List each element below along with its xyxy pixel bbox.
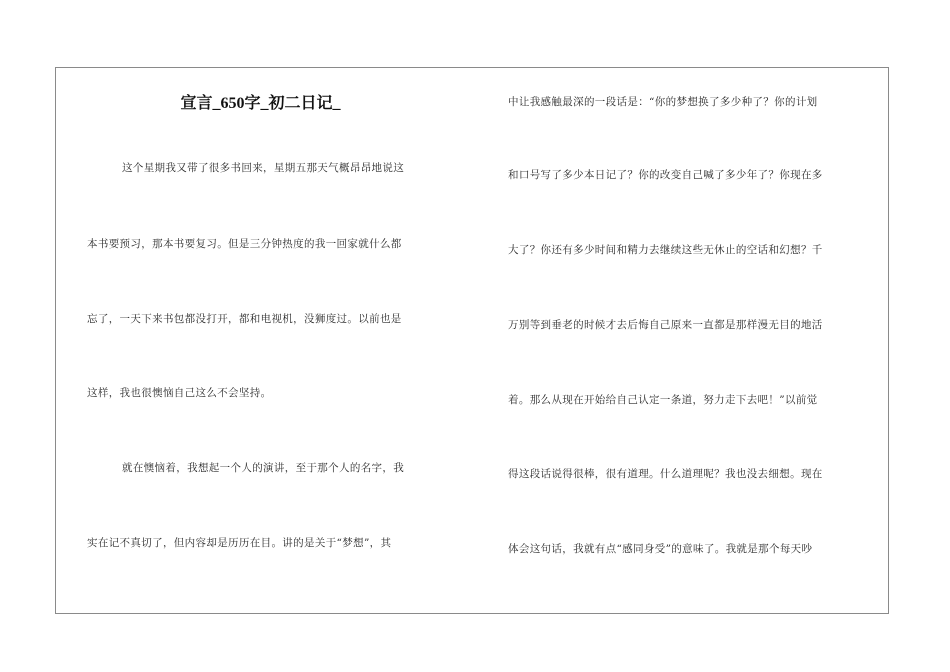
left-line-1: 这个星期我又带了很多书回来，星期五那天气概昂昂地说这 [122, 162, 405, 174]
right-line-1: 中让我感触最深的一段话是：“你的梦想换了多少种了？你的计划 [508, 96, 818, 108]
left-line-2: 本书要预习，那本书要复习。但是三分钟热度的我一回家就什么都 [87, 238, 402, 250]
right-line-2: 和口号写了多少本日记了？你的改变自己喊了多少年了？你现在多 [508, 169, 823, 181]
right-line-6: 得这段话说得很棒，很有道理。什么道理呢？我也没去细想。现在 [508, 468, 823, 480]
document-title: 宣言_650字_初二日记_ [180, 95, 341, 112]
left-line-6: 实在记不真切了，但内容却是历历在目。讲的是关于“梦想”，其 [87, 537, 392, 549]
right-line-3: 大了？你还有多少时间和精力去继续这些无休止的空话和幻想？千 [508, 244, 823, 256]
right-line-4: 万别等到垂老的时候才去后悔自己原来一直都是那样漫无目的地活 [508, 319, 823, 331]
left-line-4: 这样，我也很懊恼自己这么不会坚持。 [87, 387, 272, 399]
right-line-7: 体会这句话，我就有点“感同身受”的意味了。我就是那个每天吵 [508, 543, 813, 555]
page-border [55, 67, 889, 614]
left-line-5: 就在懊恼着，我想起一个人的演讲，至于那个人的名字，我 [122, 462, 405, 474]
left-line-3: 忘了，一天下来书包都没打开，都和电视机，没狮度过。以前也是 [87, 313, 402, 325]
right-line-5: 着。那么从现在开始给自己认定一条道，努力走下去吧！”以前觉 [508, 394, 818, 406]
